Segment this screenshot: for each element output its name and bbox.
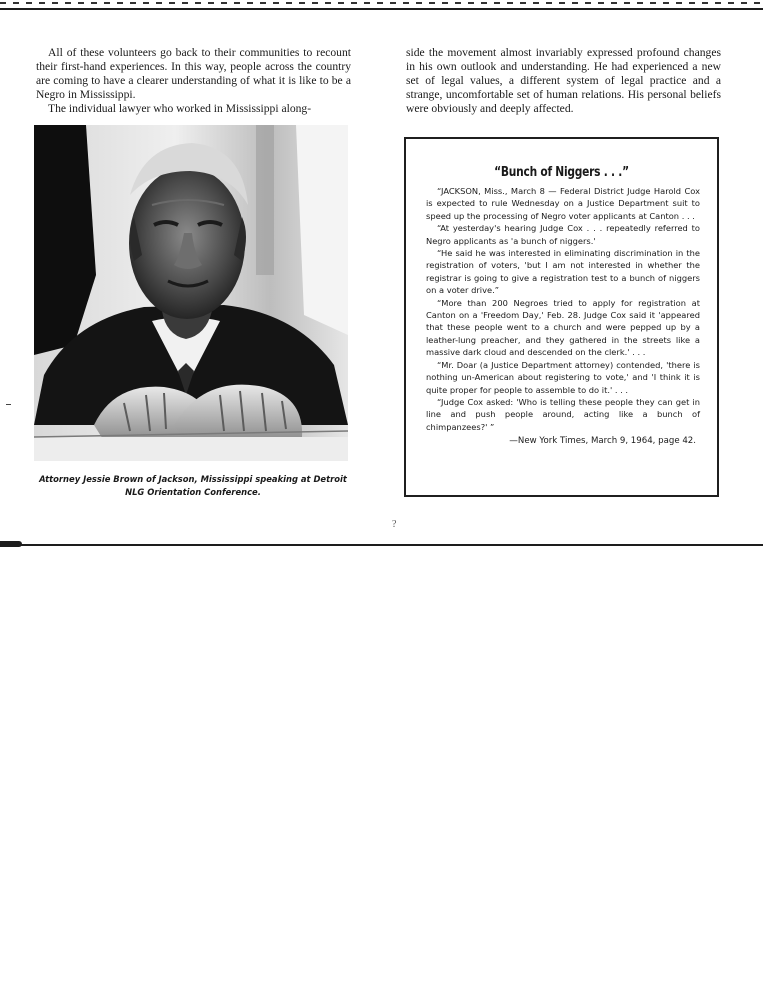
left-paragraph-2: The individual lawyer who worked in Mississippi along- [48,102,312,115]
quote-box-body [426,185,700,448]
quote-box [404,137,719,497]
page-mark: ? [392,519,397,530]
right-column [406,46,721,116]
quote-paragraph-5: “Mr. Doar (a Justice Department attorney) contended, 'there is nothing un-American about registering to vote,' and 'I think it is quite proper for people to assemble to do it.' . . . [426,359,700,395]
left-paragraph-1: All of these volunteers go back to their communities to recount their first-hand experiences. In this way, people across the country are coming to have a clearer understanding of what it is like to be a Negro in Mississippi. [36,46,351,101]
quote-box-title: “Bunch of Niggers . . .” [494,165,629,180]
top-rule [0,8,763,10]
quote-paragraph-2: “At yesterday's hearing Judge Cox . . . repeatedly referred to Negro applicants as 'a bunch of niggers.' [426,223,700,246]
quote-source: —New York Times, March 9, 1964, page 42. [509,436,696,447]
quote-paragraph-3: “He said he was interested in eliminating discrimination in the registration of voters, 'but I am not interested in whether the registrar is going to give a registration test to a bunch of niggers on a voter drive.” [426,248,700,296]
margin-tick [6,404,11,405]
bottom-rule [0,544,763,546]
top-edge-dashes [0,2,763,4]
right-paragraph-1: side the movement almost invariably expressed profound changes in his own outlook and understanding. He had experienced a new set of legal values, a different system of legal practice and a strange, uncomfortable set of human relations. His personal beliefs were obviously and deeply affected. [406,46,721,115]
quote-paragraph-6: “Judge Cox asked: 'Who is telling these people they can get in line and push people around, acting like a bunch of chimpanzees?' ” [426,396,700,432]
photo-caption: Attorney Jessie Brown of Jackson, Mississippi speaking at Detroit NLG Orientation Conference. [39,474,347,497]
attorney-photo [34,125,348,461]
quote-paragraph-1: “JACKSON, Miss., March 8 — Federal District Judge Harold Cox is expected to rule Wednesday on a Justice Department suit to speed up the processing of Negro voter applicants at Canton . . . [426,186,700,221]
left-column [36,46,351,116]
attorney-photo-illustration [34,125,348,461]
quote-paragraph-4: “More than 200 Negroes tried to apply for registration at Canton on a 'Freedom Day,' Feb. 28. Judge Cox said it 'appeared that these people went to a church and were pepped up by a leather-lung preacher, and they gathered in the streets like a massive dark cloud and descended on the clerk.' . . . [426,297,700,358]
